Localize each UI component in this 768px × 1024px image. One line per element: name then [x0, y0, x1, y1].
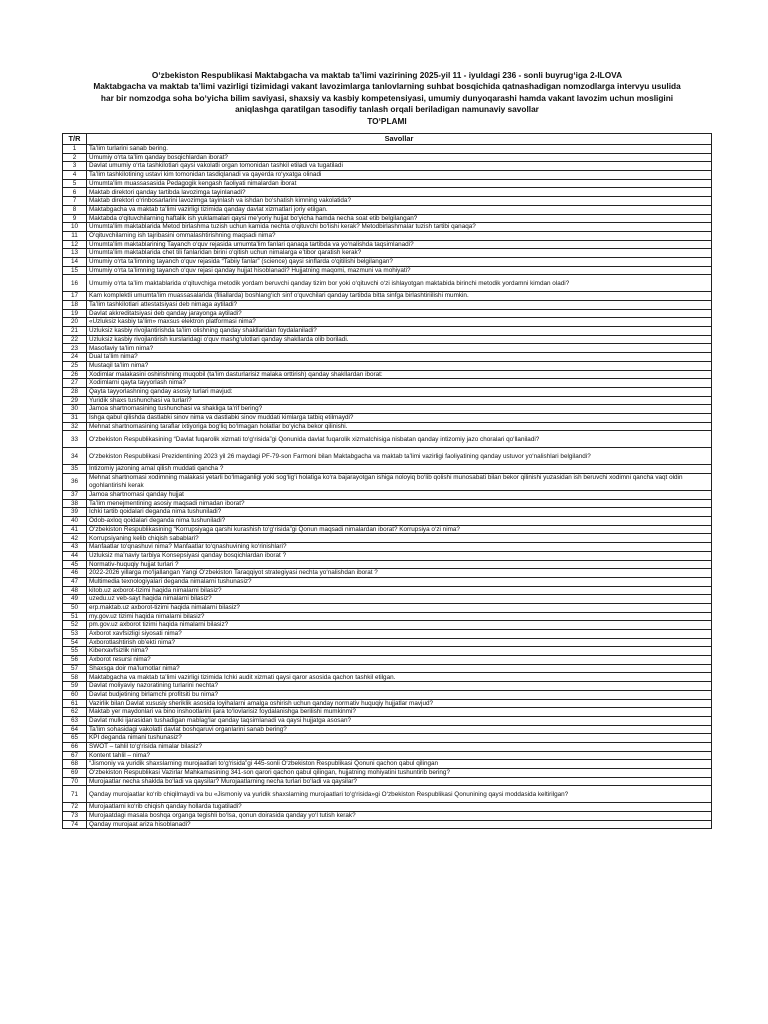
question-text: Davlat moliyaviy nazoratining turlarini nechta?: [87, 682, 712, 691]
table-row: [63, 257, 712, 266]
table-row: [63, 465, 712, 474]
row-number: 30: [63, 405, 87, 414]
question-text: Jamoa shartnomasi qanday hujjat: [87, 491, 712, 500]
table-row: [63, 638, 712, 647]
table-header-row: [63, 134, 712, 145]
question-text: Intizomiy jazoning amal qilish muddati qancha ?: [87, 465, 712, 474]
table-row: [63, 197, 712, 206]
row-number: 13: [63, 249, 87, 258]
table-row: [63, 292, 712, 301]
row-number: 61: [63, 699, 87, 708]
question-text: Murojaatlarni ko‘rib chiqish qanday hollarda tugatiladi?: [87, 803, 712, 812]
question-text: Davlat akkreditatsiyasi deb qanday jarayonga aytiladi?: [87, 309, 712, 318]
table-row: [63, 413, 712, 422]
table-row: [63, 344, 712, 353]
question-text: Mehnat shartnomasining taraflar ixtiyoriga bog‘liq bo‘lmagan holatlar bo‘yicha bekor qilinishi.: [87, 422, 712, 431]
table-row: [63, 508, 712, 517]
table-row: [63, 145, 712, 154]
table-row: [63, 577, 712, 586]
table-row: [63, 708, 712, 717]
question-text: Axborotlashtirish ob’ekti nima?: [87, 638, 712, 647]
row-number: 10: [63, 223, 87, 232]
table-row: [63, 630, 712, 639]
question-text: Axborot resursi nima?: [87, 656, 712, 665]
row-number: 41: [63, 525, 87, 534]
question-text: Umumta’lim maktablarida chet tili fanlaridan birini o‘qitish uchun nimalarga e’tibor qaratish kerak?: [87, 249, 712, 258]
header-questions: Savollar: [87, 134, 712, 145]
question-text: erp.maktab.uz axborot-tizimi haqida nimalarni bilasiz?: [87, 603, 712, 612]
row-number: 8: [63, 205, 87, 214]
question-text: Mustaqil ta’lim nima?: [87, 361, 712, 370]
row-number: 14: [63, 257, 87, 266]
row-number: 50: [63, 603, 87, 612]
row-number: 69: [63, 769, 87, 778]
title-line: har bir nomzodga soha bo‘yicha bilim saviyasi, shaxsiy va kasbiy kompetensiyasi, umumiy dunyoqarashi hamda vakant lavozim uchun mosligini: [100, 92, 674, 103]
row-number: 28: [63, 387, 87, 396]
row-number: 12: [63, 240, 87, 249]
row-number: 58: [63, 673, 87, 682]
question-text: O‘zbekiston Respublikasining “Davlat fuqarolik xizmati to‘g‘risida”gi Qonunida davlat fuqarolik xizmatchisiga nisbatan qanday intizomiy jazo choralari qo‘llaniladi?: [87, 431, 712, 448]
question-text: SWOT – tahlil to‘g‘risida nimalar bilasiz?: [87, 742, 712, 751]
title-line: aniqlashga qaratilgan tasodifiy tanlash orqali beriladigan namunaviy savollar: [235, 104, 539, 115]
table-row: [63, 656, 712, 665]
question-text: Ta’lim menejmentining asosiy maqsadi nimadan iborat?: [87, 499, 712, 508]
question-text: Shaxsga doir ma’lumotlar nima?: [87, 664, 712, 673]
row-number: 43: [63, 543, 87, 552]
table-row: [63, 231, 712, 240]
question-text: uzedu.uz veb-sayt haqida nimalarni bilasiz?: [87, 595, 712, 604]
table-row: [63, 474, 712, 491]
table-row: [63, 266, 712, 275]
row-number: 72: [63, 803, 87, 812]
question-text: Murojaatlar necha shaklda bo‘ladi va qaysilar? Murojaatlarning necha turlari bo‘ladi va qaysilar?: [87, 777, 712, 786]
row-number: 21: [63, 327, 87, 336]
question-text: Maktabda o‘qituvchilarning haftalik ish yuklamalari qaysi me’yoriy hujjat bo‘yicha hamda necha soat etib belgilangan?: [87, 214, 712, 223]
table-row: [63, 595, 712, 604]
row-number: 38: [63, 499, 87, 508]
row-number: 39: [63, 508, 87, 517]
question-text: Umumta’lim muassasasida Pedagogik kengash faoliyati nimalardan iborat: [87, 179, 712, 188]
question-text: Multimedia texnologiyalari deganda nimalarni tushunasiz?: [87, 577, 712, 586]
question-text: Axborot xavfsizligi siyosati nima?: [87, 630, 712, 639]
row-number: 32: [63, 422, 87, 431]
table-row: [63, 647, 712, 656]
table-row: [63, 188, 712, 197]
table-row: [63, 820, 712, 829]
question-text: Maktab yer maydonlari va bino inshootlarini ijara to‘lovlarisiz foydalanishga berilishi mumkinmi?: [87, 708, 712, 717]
row-number: 37: [63, 491, 87, 500]
table-row: [63, 525, 712, 534]
question-text: Xodimlar malakasini oshirishning muqobil (ta’lim dasturlarisiz malaka orttirish) qanday shakllardan iborat:: [87, 370, 712, 379]
table-row: [63, 353, 712, 362]
row-number: 1: [63, 145, 87, 154]
row-number: 15: [63, 266, 87, 275]
table-row: [63, 249, 712, 258]
row-number: 67: [63, 751, 87, 760]
row-number: 66: [63, 742, 87, 751]
row-number: 45: [63, 560, 87, 569]
question-text: Xodimlarni qayta tayyorlash nima?: [87, 379, 712, 388]
question-text: Masofaviy ta’lim nima?: [87, 344, 712, 353]
row-number: 17: [63, 292, 87, 301]
question-text: O‘zbekiston Respublikasi Prezidentining 2023 yil 26 maydagi PF-79-son Farmoni bilan Maktabgacha va maktab ta’limi vazirligi faoliyatining qanday ustuvor yo‘nalishlari belgilandi?: [87, 448, 712, 465]
question-text: Ishga qabul qilishda dastlabki sinov nima va dastlabki sinov muddati kimlarga tatbiq etilmaydi?: [87, 413, 712, 422]
question-text: O‘zbekiston Respublikasi Vazirlar Mahkamasining 341-son qarori qachon qabul qilingan, hujjatning mohiyatini tushuntirib bering?: [87, 769, 712, 778]
table-row: [63, 586, 712, 595]
row-number: 22: [63, 335, 87, 344]
table-row: [63, 448, 712, 465]
row-number: 55: [63, 647, 87, 656]
row-number: 42: [63, 534, 87, 543]
row-number: 44: [63, 551, 87, 560]
row-number: 53: [63, 630, 87, 639]
table-row: [63, 673, 712, 682]
row-number: 68: [63, 760, 87, 769]
question-text: Kontent tahlil – nima?: [87, 751, 712, 760]
question-text: pm.gov.uz axborot tizimi haqida nimalarni bilasiz?: [87, 621, 712, 630]
table-row: [63, 162, 712, 171]
question-text: Qanday murojaat ariza hisoblanadi?: [87, 820, 712, 829]
row-number: 23: [63, 344, 87, 353]
questions-table: [62, 133, 712, 829]
row-number: 49: [63, 595, 87, 604]
table-row: [63, 499, 712, 508]
table-row: [63, 214, 712, 223]
document-title: [62, 70, 712, 127]
question-text: Normativ-huquqiy hujjat turlari ?: [87, 560, 712, 569]
row-number: 2: [63, 153, 87, 162]
question-text: Maktab direktori qanday tartibda lavozimga tayinlanadi?: [87, 188, 712, 197]
question-text: 2022-2026 yillarga mo‘ljallangan Yangi O‘zbekiston Taraqqiyot strategiyasi nechta yo‘nalishdan iborat ?: [87, 569, 712, 578]
row-number: 59: [63, 682, 87, 691]
table-row: [63, 318, 712, 327]
row-number: 51: [63, 612, 87, 621]
row-number: 52: [63, 621, 87, 630]
question-text: Umumiy o‘rta ta’lim qanday bosqichlardan iborat?: [87, 153, 712, 162]
table-row: [63, 716, 712, 725]
header-number: T/R: [63, 134, 87, 145]
table-row: [63, 725, 712, 734]
table-row: [63, 603, 712, 612]
question-text: Maktabgacha va maktab ta’limi vazirligi tizimida qanday davlat xizmatlari joriy etilgan.: [87, 205, 712, 214]
question-text: Kam komplektli umumta’lim muassasalarida (filiallarda) boshlang‘ich sinf o‘quvchilari qanday tartibda bitta sinfga birlashtiriilishi mumkin.: [87, 292, 712, 301]
question-text: «Uzluksiz kasbiy ta’lim» maxsus elektron platformasi nima?: [87, 318, 712, 327]
question-text: Qayta tayyorlashning qanday asosiy turlari mavjud:: [87, 387, 712, 396]
row-number: 62: [63, 708, 87, 717]
table-row: [63, 431, 712, 448]
question-text: Kiberxavfsizlik nima?: [87, 647, 712, 656]
question-text: Davlat umumiy o‘rta tashkilotlari qaysi vakolatli organ tomonidan tashkil etiladi va tugatiladi: [87, 162, 712, 171]
question-text: my.gov.uz tizimi haqida nimalarni bilasiz?: [87, 612, 712, 621]
table-row: [63, 690, 712, 699]
table-row: [63, 551, 712, 560]
row-number: 31: [63, 413, 87, 422]
table-row: [63, 517, 712, 526]
table-row: [63, 682, 712, 691]
title-line: TO‘PLAMI: [367, 115, 407, 126]
row-number: 60: [63, 690, 87, 699]
question-text: O‘zbekiston Respublikasining “Korrupsiyaga qarshi kurashish to‘g‘risida”gi Qonun maqsadi nimalardan iborat? Korrupsiya o‘zi nima?: [87, 525, 712, 534]
table-row: [63, 534, 712, 543]
question-text: O‘qituvchilarning ish tajribasini ommalashtirishning maqsadi nima?: [87, 231, 712, 240]
row-number: 3: [63, 162, 87, 171]
row-number: 25: [63, 361, 87, 370]
table-row: [63, 179, 712, 188]
question-text: Vazirlik bilan Davlat xususiy sheriklik asosida loyihalarni amalga oshirish uchun qanday normativ huquqiy hujjatlar mavjud?: [87, 699, 712, 708]
table-row: [63, 560, 712, 569]
question-text: Ta’lim turlarini sanab bering.: [87, 145, 712, 154]
question-text: Maktabgacha va maktab ta’limi vazirligi tizimida Ichki audit xizmati qaysi qaror asosida qachon tashkil etilgan.: [87, 673, 712, 682]
question-text: Maktab direktori o‘rinbosarlarini lavozimga tayinlash va ishdan bo‘shatish kimning vakolatida?: [87, 197, 712, 206]
row-number: 48: [63, 586, 87, 595]
document: [62, 70, 712, 829]
row-number: 34: [63, 448, 87, 465]
table-row: [63, 734, 712, 743]
row-number: 40: [63, 517, 87, 526]
row-number: 18: [63, 301, 87, 310]
row-number: 11: [63, 231, 87, 240]
question-text: “Jismoniy va yuridik shaxslarning murojaatlari to‘g‘risida”gi 445-sonli O‘zbekiston Respublikasi Qonuni qachon qabul qilingan: [87, 760, 712, 769]
table-row: [63, 699, 712, 708]
row-number: 64: [63, 725, 87, 734]
table-row: [63, 379, 712, 388]
table-row: [63, 812, 712, 821]
row-number: 74: [63, 820, 87, 829]
question-text: Umumiy o‘rta ta’limning tayanch o‘quv rejasida “Tabiiy fanlar” (science) qaysi sinflarda o‘qitilishi belgilangan?: [87, 257, 712, 266]
question-text: Mehnat shartnomasi xodimning malakasi yetarli bo‘lmaganligi yoki sog‘lig‘i holatiga ko‘ra bajarayotgan ishiga noloyiq bo‘lib qolishi munosabati bilan bekor qilinishi yuzasidan ish beruvchi xodimni qancha vaqt oldin ogohlantirishi kerak: [87, 474, 712, 491]
row-number: 57: [63, 664, 87, 673]
row-number: 46: [63, 569, 87, 578]
question-text: Umumiy o‘rta ta’limning tayanch o‘quv rejasi qanday hujjat hisoblanadi? Hujjatning maqomi, mazmuni va mohiyati?: [87, 266, 712, 275]
question-text: Jamoa shartnomasining tushunchasi va shakliga ta’rif bering?: [87, 405, 712, 414]
question-text: Yuridik shaxs tushunchasi va turlari?: [87, 396, 712, 405]
row-number: 9: [63, 214, 87, 223]
table-row: [63, 275, 712, 292]
table-row: [63, 387, 712, 396]
table-row: [63, 760, 712, 769]
question-text: Ta’lim tashkilotlari attestatsiyasi deb nimaga aytiladi?: [87, 301, 712, 310]
question-text: Odob-axloq qoidalari deganda nima tushuniladi?: [87, 517, 712, 526]
row-number: 26: [63, 370, 87, 379]
table-row: [63, 301, 712, 310]
question-text: Umumta’lim maktablarida Metod birlashma tuzish uchun kamida nechta o‘qituvchi bo‘lishi kerak? Metodbirlashmalar tuzish tartibi qanaqa?: [87, 223, 712, 232]
row-number: 73: [63, 812, 87, 821]
question-text: Qanday murojaatlar ko‘rib chiqilmaydi va bu «Jismoniy va yuridik shaxslarning murojaatlari to‘g‘risida»gi O‘zbekiston Respublikasi Qonunining qaysi moddasida keltirilgan?: [87, 786, 712, 803]
table-row: [63, 751, 712, 760]
table-row: [63, 309, 712, 318]
question-text: Uzluksiz ma’naviy tarbiya Konsepsiyasi qanday bosqichlardan iborat ?: [87, 551, 712, 560]
table-row: [63, 396, 712, 405]
title-line: O‘zbekiston Respublikasi Maktabgacha va maktab ta’limi vazirining 2025-yil 11 - iyuldagi 236 - sonli buyrug‘iga 2-ILOVA: [151, 70, 623, 80]
question-text: Dual ta’lim nima?: [87, 353, 712, 362]
table-row: [63, 664, 712, 673]
row-number: 5: [63, 179, 87, 188]
row-number: 27: [63, 379, 87, 388]
title-line: Maktabgacha va maktab ta’limi vazirligi tizimidagi vakant lavozimlarga tanlovlarning suhbat bosqichida qatnashadigan nomzodlarga intervyu usulida: [93, 81, 681, 92]
table-row: [63, 335, 712, 344]
row-number: 65: [63, 734, 87, 743]
row-number: 33: [63, 431, 87, 448]
row-number: 4: [63, 171, 87, 180]
row-number: 63: [63, 716, 87, 725]
table-row: [63, 621, 712, 630]
table-row: [63, 370, 712, 379]
table-row: [63, 327, 712, 336]
row-number: 35: [63, 465, 87, 474]
table-row: [63, 777, 712, 786]
question-text: Korrupsiyaning kelib chiqish sabablari?: [87, 534, 712, 543]
row-number: 16: [63, 275, 87, 292]
question-text: KPI deganda nimani tushunasiz?: [87, 734, 712, 743]
table-row: [63, 153, 712, 162]
question-text: Umumta’lim maktablarining Tayanch o‘quv rejasida umumta’lim fanlari qanaqa tartibda va yo‘nalishda taqsimlanadi?: [87, 240, 712, 249]
table-row: [63, 769, 712, 778]
table-row: [63, 240, 712, 249]
row-number: 47: [63, 577, 87, 586]
question-text: Murojaatdagi masala boshqa organga tegishli bo‘lsa, qonun doirasida qanday yo‘l tutish kerak?: [87, 812, 712, 821]
question-text: Uzluksiz kasbiy rivojlantirish kurslaridagi o‘quv mashg‘ulotlari qanday shakllarda olib boriladi.: [87, 335, 712, 344]
question-text: Uzluksiz kasbiy rivojlantirishda ta’lim olishning qanday shakllaridan foydalaniladi?: [87, 327, 712, 336]
row-number: 54: [63, 638, 87, 647]
question-text: Ta’lim sohasidagi vakolatli davlat boshqaruvi organlarini sanab bering?: [87, 725, 712, 734]
question-text: Davlat mulki ijarasidan tushadigan mablag‘lar qanday taqsimlanadi va qaysi hujjatga asosan?: [87, 716, 712, 725]
table-row: [63, 361, 712, 370]
table-row: [63, 803, 712, 812]
table-row: [63, 569, 712, 578]
question-text: Umumiy o‘rta ta’lim maktablarida o‘qituvchiga metodik yordam beruvchi qanday tizim bor yoki o‘qituvchi o‘zi ishlayotgan maktabida birinchi metodik yordamni kimdan oladi?: [87, 275, 712, 292]
row-number: 6: [63, 188, 87, 197]
row-number: 36: [63, 474, 87, 491]
row-number: 7: [63, 197, 87, 206]
table-row: [63, 171, 712, 180]
question-text: Davlat budjetining birlamchi profitsiti bu nima?: [87, 690, 712, 699]
row-number: 56: [63, 656, 87, 665]
row-number: 70: [63, 777, 87, 786]
row-number: 71: [63, 786, 87, 803]
question-text: Ta’lim tashkilotining ustavi kim tomonidan tasdiqlanadi va qayerda ro‘yxatga olinadi: [87, 171, 712, 180]
table-row: [63, 786, 712, 803]
table-row: [63, 205, 712, 214]
table-row: [63, 543, 712, 552]
question-text: Manfaatlar to‘qnashuvi nima? Manfaatlar to‘qnashuvining ko‘rinishlari?: [87, 543, 712, 552]
table-row: [63, 742, 712, 751]
table-row: [63, 405, 712, 414]
table-row: [63, 491, 712, 500]
row-number: 29: [63, 396, 87, 405]
row-number: 24: [63, 353, 87, 362]
row-number: 19: [63, 309, 87, 318]
question-text: kitob.uz axborot-tizimi haqida nimalarni bilasiz?: [87, 586, 712, 595]
question-text: Ichki tartib qoidalari deganda nima tushuniladi?: [87, 508, 712, 517]
row-number: 20: [63, 318, 87, 327]
table-row: [63, 223, 712, 232]
table-row: [63, 422, 712, 431]
table-row: [63, 612, 712, 621]
table-body: [63, 145, 712, 829]
